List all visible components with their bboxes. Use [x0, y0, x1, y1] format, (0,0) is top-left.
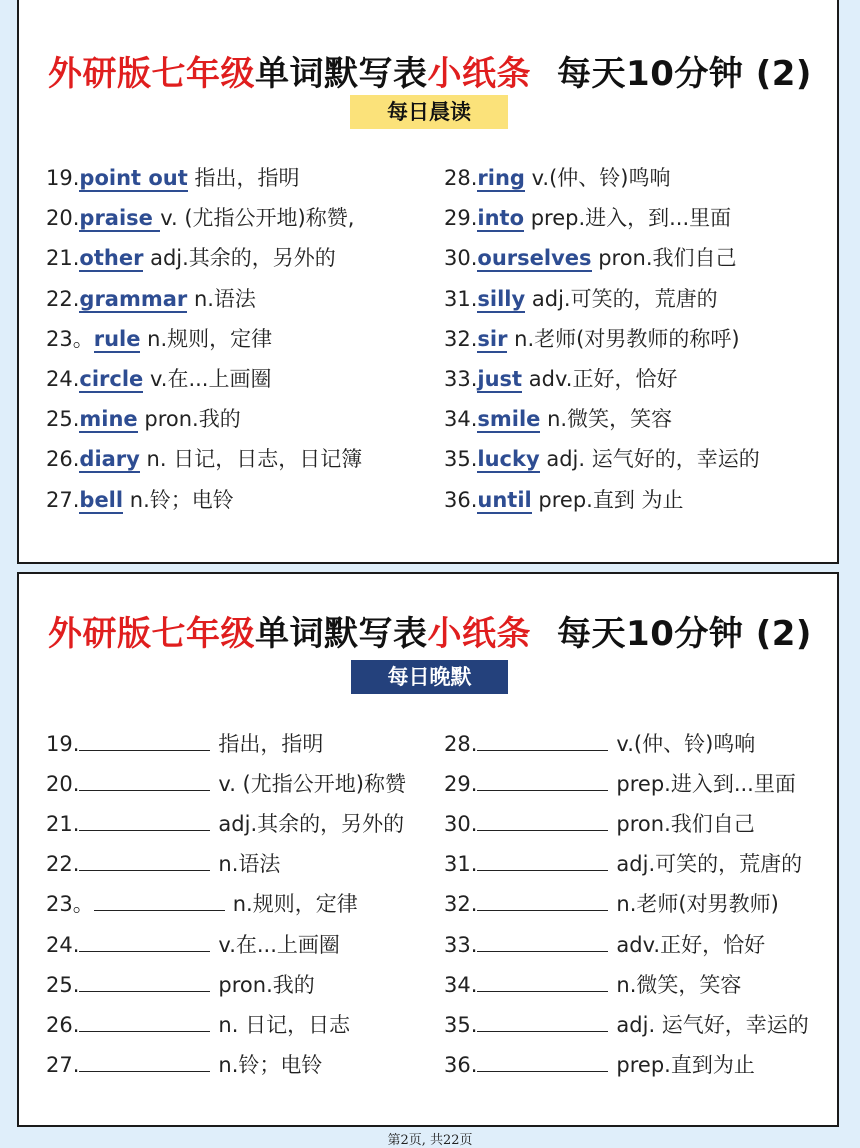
answer-blank[interactable]	[477, 848, 608, 871]
answer-blank[interactable]	[79, 1049, 210, 1072]
answer-blank[interactable]	[79, 768, 210, 791]
evening-dictation-badge: 每日晚默	[351, 660, 508, 694]
vocab-word: until	[477, 487, 532, 512]
word-meaning: n.微笑，笑容	[540, 407, 673, 432]
vocab-word: silly	[477, 286, 526, 311]
dictation-row	[444, 848, 802, 878]
word-meaning: prep.直到 为止	[531, 487, 684, 512]
vocab-word: point out	[79, 166, 188, 190]
vocab-word: ourselves	[477, 246, 592, 271]
dictation-row	[444, 1009, 809, 1039]
item-number: 24.	[46, 367, 80, 391]
vocab-word: lucky	[477, 447, 540, 472]
word-meaning: 指出，指明	[218, 732, 324, 756]
word-meaning: adj.其余的，另外的	[218, 812, 405, 837]
title-red-part-2: 小纸条	[427, 54, 532, 94]
answer-blank[interactable]	[477, 1049, 608, 1072]
word-meaning: n.铃；电铃	[123, 487, 234, 512]
vocab-row	[444, 364, 677, 394]
dictation-row	[46, 808, 404, 838]
item-number: 22.	[46, 852, 80, 877]
vocab-word: circle	[79, 367, 144, 391]
vocab-word: diary	[79, 447, 140, 472]
vocab-word: into	[477, 206, 525, 231]
vocab-row	[444, 243, 737, 273]
word-meaning: n.语法	[218, 852, 281, 877]
item-number: 31.	[444, 286, 478, 311]
answer-blank[interactable]	[79, 848, 210, 871]
item-number: 24.	[46, 932, 80, 957]
answer-blank[interactable]	[79, 929, 210, 952]
word-meaning: n.老师(对男教师的称呼)	[507, 326, 740, 351]
word-meaning: n.老师(对男教师)	[616, 892, 779, 917]
vocab-row	[444, 203, 731, 233]
answer-blank[interactable]	[79, 808, 210, 831]
word-meaning: v. (尤指公开地)称赞	[218, 772, 406, 797]
word-meaning: v.在...上画圈	[218, 932, 340, 957]
vocab-row	[46, 284, 256, 314]
answer-blank[interactable]	[79, 1009, 210, 1032]
word-meaning: v. (尤指公开地)称赞,	[160, 206, 355, 231]
dictation-row	[46, 969, 315, 999]
item-number: 21.	[46, 812, 80, 837]
title-black-part: 单词默写表	[255, 54, 428, 94]
vocab-word: grammar	[79, 286, 188, 311]
dictation-row	[444, 728, 755, 758]
vocab-word: ring	[477, 166, 525, 190]
item-number: 27.	[46, 487, 80, 512]
title-red-part: 外研版七年级	[48, 614, 256, 654]
dictation-row	[46, 888, 358, 918]
item-number: 29.	[444, 206, 478, 231]
dictation-row	[444, 1049, 755, 1079]
dictation-row	[46, 728, 323, 758]
item-number: 20.	[46, 772, 80, 797]
answer-blank[interactable]	[94, 888, 225, 911]
word-meaning: adj. 运气好，幸运的	[616, 1012, 809, 1037]
item-number: 25.	[46, 407, 80, 432]
word-meaning: v.(仲、铃)鸣响	[616, 732, 756, 756]
item-number: 30.	[444, 246, 478, 271]
answer-blank[interactable]	[477, 1009, 608, 1032]
vocab-word: mine	[79, 407, 138, 432]
vocab-row	[444, 324, 740, 354]
word-meaning: n. 日记，日志	[218, 1012, 351, 1037]
item-number: 23。	[46, 892, 94, 917]
vocab-row	[444, 284, 718, 314]
item-number: 22.	[46, 286, 80, 311]
item-number: 19.	[46, 166, 80, 190]
answer-blank[interactable]	[79, 969, 210, 992]
vocab-row	[46, 364, 272, 394]
vocab-word: praise	[79, 206, 161, 231]
vocab-word: other	[79, 246, 144, 271]
dictation-row	[46, 1009, 350, 1039]
bottom-card-title	[0, 606, 860, 655]
vocab-row	[46, 203, 354, 233]
dictation-row	[46, 1049, 322, 1079]
word-meaning: prep.进入到...里面	[616, 772, 796, 797]
word-meaning: adv.正好，恰好	[522, 367, 678, 391]
item-number: 26.	[46, 447, 80, 472]
word-meaning: n.语法	[187, 286, 256, 311]
answer-blank[interactable]	[79, 728, 210, 751]
word-meaning: n.规则，定律	[232, 892, 358, 917]
word-meaning: v.在...上画圈	[143, 367, 272, 391]
word-meaning: prep.进入，到...里面	[524, 206, 732, 231]
title-red-part: 外研版七年级	[48, 54, 256, 94]
dictation-row	[444, 768, 796, 798]
vocab-word: bell	[79, 487, 124, 512]
item-number: 21.	[46, 246, 80, 271]
vocab-word: sir	[477, 326, 508, 351]
item-number: 32.	[444, 892, 478, 917]
word-meaning: pron.我的	[218, 972, 315, 997]
item-number: 31.	[444, 852, 478, 877]
vocab-row	[46, 404, 241, 434]
vocab-row	[444, 485, 684, 515]
title-red-part-2: 小纸条	[427, 614, 532, 654]
vocab-row	[46, 444, 362, 474]
dictation-row	[444, 808, 755, 838]
item-number: 35.	[444, 1012, 478, 1037]
item-number: 27.	[46, 1052, 80, 1077]
item-number: 28.	[444, 732, 478, 756]
page-footer: 第2页, 共22页	[387, 1133, 473, 1148]
morning-reading-badge: 每日晨读	[350, 95, 508, 129]
word-meaning: pron.我们自己	[616, 812, 755, 837]
vocab-row	[46, 485, 234, 515]
vocab-row	[46, 163, 299, 193]
answer-blank[interactable]	[477, 888, 608, 911]
word-meaning: pron.我的	[137, 407, 241, 432]
item-number: 36.	[444, 487, 478, 512]
word-meaning: adj.可笑的，荒唐的	[525, 286, 718, 311]
item-number: 34.	[444, 972, 478, 997]
word-meaning: v.(仲、铃)鸣响	[524, 166, 671, 190]
item-number: 26.	[46, 1012, 80, 1037]
word-meaning: n.微笑，笑容	[616, 972, 742, 997]
word-meaning: pron.我们自己	[591, 246, 737, 271]
item-number: 33.	[444, 932, 478, 957]
vocab-row	[444, 444, 760, 474]
dictation-row	[444, 969, 741, 999]
title-tail: 每天10分钟 (2)	[557, 614, 812, 654]
word-meaning: adv.正好，恰好	[616, 932, 766, 957]
item-number: 30.	[444, 812, 478, 837]
dictation-row	[46, 848, 280, 878]
answer-blank[interactable]	[477, 808, 608, 831]
dictation-row	[46, 929, 340, 959]
top-card-title	[0, 46, 860, 95]
vocab-word: smile	[477, 407, 541, 432]
dictation-row	[444, 888, 779, 918]
item-number: 29.	[444, 772, 478, 797]
item-number: 20.	[46, 206, 80, 231]
dictation-row	[444, 929, 765, 959]
vocab-row	[46, 243, 336, 273]
word-meaning: prep.直到为止	[616, 1052, 755, 1077]
answer-blank[interactable]	[477, 929, 608, 952]
word-meaning: n. 日记，日志，日记簿	[139, 447, 363, 472]
word-meaning: adj.可笑的，荒唐的	[616, 852, 803, 877]
title-black-part: 单词默写表	[255, 614, 428, 654]
vocab-row	[444, 163, 671, 193]
answer-blank[interactable]	[477, 768, 608, 791]
item-number: 35.	[444, 447, 478, 472]
answer-blank[interactable]	[477, 969, 608, 992]
item-number: 32.	[444, 326, 478, 351]
vocab-row	[444, 404, 672, 434]
word-meaning: adj. 运气好的，幸运的	[539, 447, 760, 472]
dictation-row	[46, 768, 406, 798]
item-number: 33.	[444, 367, 478, 391]
item-number: 23。	[46, 326, 94, 351]
title-tail: 每天10分钟 (2)	[557, 54, 812, 94]
item-number: 19.	[46, 732, 80, 756]
item-number: 25.	[46, 972, 80, 997]
vocab-word: rule	[93, 326, 141, 351]
word-meaning: 指出，指明	[187, 166, 300, 190]
vocab-word: just	[477, 367, 523, 391]
answer-blank[interactable]	[477, 728, 608, 751]
word-meaning: n.规则，定律	[140, 326, 273, 351]
word-meaning: adj.其余的，另外的	[143, 246, 336, 271]
item-number: 34.	[444, 407, 478, 432]
word-meaning: n.铃；电铃	[218, 1052, 323, 1077]
vocab-row	[46, 324, 272, 354]
item-number: 36.	[444, 1052, 478, 1077]
item-number: 28.	[444, 166, 478, 190]
